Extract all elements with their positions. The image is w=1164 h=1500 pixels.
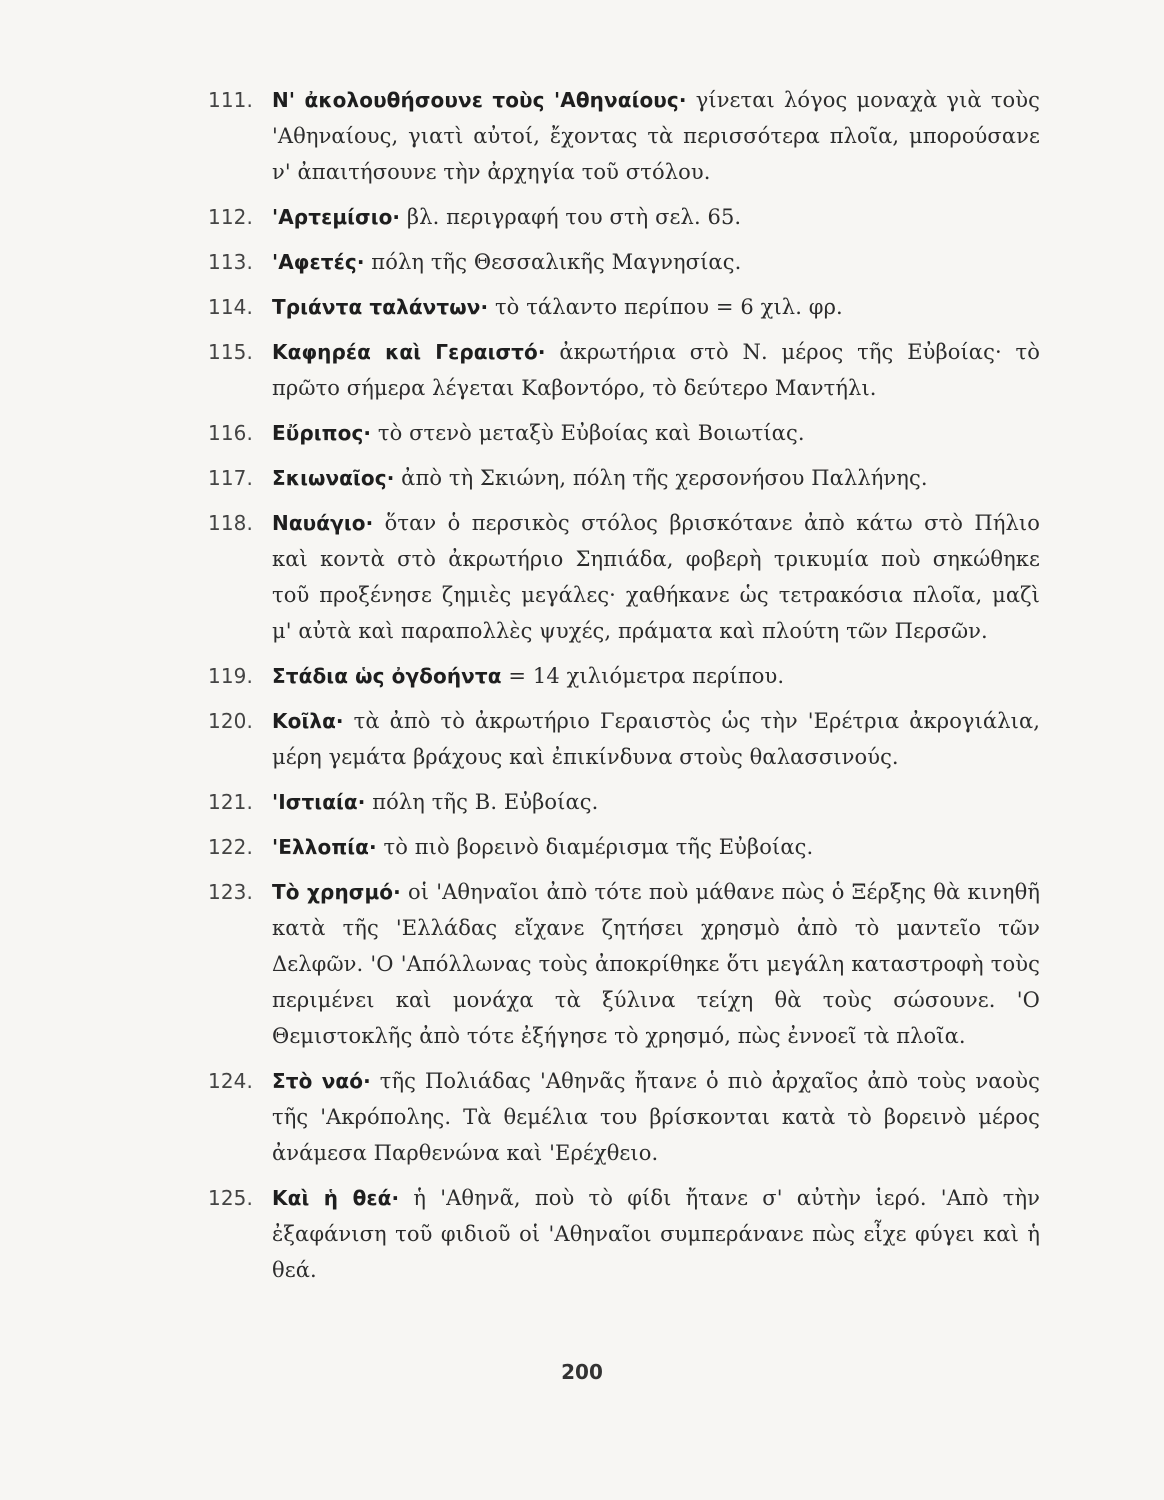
note-number: 121. xyxy=(208,790,253,814)
note-number: 119. xyxy=(208,664,253,688)
note-number: 114. xyxy=(208,295,253,319)
note-text: = 14 χιλιόμετρα περίπου. xyxy=(501,664,785,688)
note-term: Ναυάγιο· xyxy=(272,511,374,535)
note-item xyxy=(208,703,1040,775)
note-item xyxy=(208,829,1040,865)
note-term: Κοῖλα· xyxy=(272,709,344,733)
note-term: Ν' ἀκολουθήσουνε τοὺς 'Αθηναίους· xyxy=(272,88,687,112)
note-item xyxy=(208,505,1040,649)
note-term: 'Αφετές· xyxy=(272,250,365,274)
note-text: ἀκρωτήρια στὸ Ν. μέρος τῆς Εὐβοίας· τὸ πρῶτο σήμερα λέγεται Καβοντόρο, τὸ δεύτερο Μαντήλι. xyxy=(272,340,1040,400)
note-item xyxy=(208,784,1040,820)
note-term: 'Ιστιαία· xyxy=(272,790,366,814)
note-term: Στάδια ὡς ὀγδοήντα xyxy=(272,664,502,688)
note-term: Καφηρέα καὶ Γεραιστό· xyxy=(272,340,546,364)
note-number: 122. xyxy=(208,835,253,859)
note-text: ἡ 'Αθηνᾶ, ποὺ τὸ φίδι ἤτανε σ' αὐτὴν ἱερό. 'Απὸ τὴν ἐξαφάνιση τοῦ φιδιοῦ οἱ 'Αθηναῖοι συμπεράνανε πὼς εἶχε φύγει καὶ ἡ θεά. xyxy=(272,1186,1040,1282)
note-text: οἱ 'Αθηναῖοι ἀπὸ τότε ποὺ μάθανε πὼς ὁ Ξέρξης θὰ κινηθῆ κατὰ τῆς 'Ελλάδας εἴχανε ζητήσει χρησμὸ ἀπὸ τὸ μαντεῖο τῶν Δελφῶν. 'Ο 'Απόλλωνας τοὺς ἀποκρίθηκε ὅτι μεγάλη καταστροφὴ τοὺς περιμένει καὶ μονάχα τὰ ξύλινα τείχη θὰ τοὺς σώσουνε. 'Ο Θεμιστοκλῆς ἀπὸ τότε ἐξήγησε τὸ χρησμό, πὼς ἐννοεῖ τὰ πλοῖα. xyxy=(272,880,1040,1048)
note-number: 116. xyxy=(208,421,253,445)
note-text: τῆς Πολιάδας 'Αθηνᾶς ἤτανε ὁ πιὸ ἀρχαῖος ἀπὸ τοὺς ναοὺς τῆς 'Ακρόπολης. Τὰ θεμέλια του βρίσκονται κατὰ τὸ βορεινὸ μέρος ἀνάμεσα Παρθενώνα καὶ 'Ερέχθειο. xyxy=(272,1069,1040,1165)
note-term: Εὔριπος· xyxy=(272,421,372,445)
note-text: τὰ ἀπὸ τὸ ἀκρωτήριο Γεραιστὸς ὡς τὴν 'Ερέτρια ἀκρογιάλια, μέρη γεμάτα βράχους καὶ ἐπικίνδυνα στοὺς θαλασσινούς. xyxy=(272,709,1040,769)
note-text: τὸ πιὸ βορεινὸ διαμέρισμα τῆς Εὐβοίας. xyxy=(376,835,814,859)
note-number: 113. xyxy=(208,250,253,274)
note-text: τὸ τάλαντο περίπου = 6 χιλ. φρ. xyxy=(488,295,843,319)
page-number: 200 xyxy=(561,1360,603,1384)
note-text: ἀπὸ τὴ Σκιώνη, πόλη τῆς χερσονήσου Παλλήνης. xyxy=(394,466,928,490)
note-term: Στὸ ναό· xyxy=(272,1069,371,1093)
note-item xyxy=(208,289,1040,325)
note-item xyxy=(208,658,1040,694)
note-number: 124. xyxy=(208,1069,253,1093)
note-item xyxy=(208,1180,1040,1288)
note-number: 120. xyxy=(208,709,253,733)
note-number: 112. xyxy=(208,205,253,229)
note-text: τὸ στενὸ μεταξὺ Εὐβοίας καὶ Βοιωτίας. xyxy=(371,421,805,445)
note-term: Τὸ χρησμό· xyxy=(272,880,401,904)
note-number: 118. xyxy=(208,511,253,535)
note-term: 'Αρτεμίσιο· xyxy=(272,205,401,229)
note-text: γίνεται λόγος μοναχὰ γιὰ τοὺς 'Αθηναίους, γιατὶ αὐτοί, ἔχοντας τὰ περισσότερα πλοῖα, μπορούσανε ν' ἀπαιτήσουνε τὴν ἀρχηγία τοῦ στόλου. xyxy=(272,88,1041,184)
notes-list xyxy=(208,82,1040,1297)
note-item xyxy=(208,874,1040,1054)
note-number: 115. xyxy=(208,340,253,364)
note-term: 'Ελλοπία· xyxy=(272,835,377,859)
note-item xyxy=(208,334,1040,406)
note-term: Σκιωναῖος· xyxy=(272,466,395,490)
note-term: Καὶ ἡ θεά· xyxy=(272,1186,400,1210)
note-item xyxy=(208,1063,1040,1171)
note-text: πόλη τῆς Θεσσαλικῆς Μαγνησίας. xyxy=(364,250,742,274)
note-term: Τριάντα ταλάντων· xyxy=(272,295,489,319)
note-text: ὅταν ὁ περσικὸς στόλος βρισκότανε ἀπὸ κάτω στὸ Πήλιο καὶ κοντὰ στὸ ἀκρωτήριο Σηπιάδα, φοβερὴ τρικυμία ποὺ σηκώθηκε τοῦ προξένησε ζημιὲς μεγάλες· χαθήκανε ὡς τετρακόσια πλοῖα, μαζὶ μ' αὐτὰ καὶ παραπολλὲς ψυχές, πράματα καὶ πλούτη τῶν Περσῶν. xyxy=(272,511,1040,643)
note-number: 117. xyxy=(208,466,253,490)
note-item xyxy=(208,199,1040,235)
note-text: βλ. περιγραφή του στὴ σελ. 65. xyxy=(400,205,742,229)
note-item xyxy=(208,244,1040,280)
note-number: 123. xyxy=(208,880,253,904)
note-text: πόλη τῆς Β. Εὐβοίας. xyxy=(365,790,599,814)
note-item xyxy=(208,415,1040,451)
note-item xyxy=(208,460,1040,496)
note-item xyxy=(208,82,1040,190)
note-number: 111. xyxy=(208,88,253,112)
note-number: 125. xyxy=(208,1186,253,1210)
